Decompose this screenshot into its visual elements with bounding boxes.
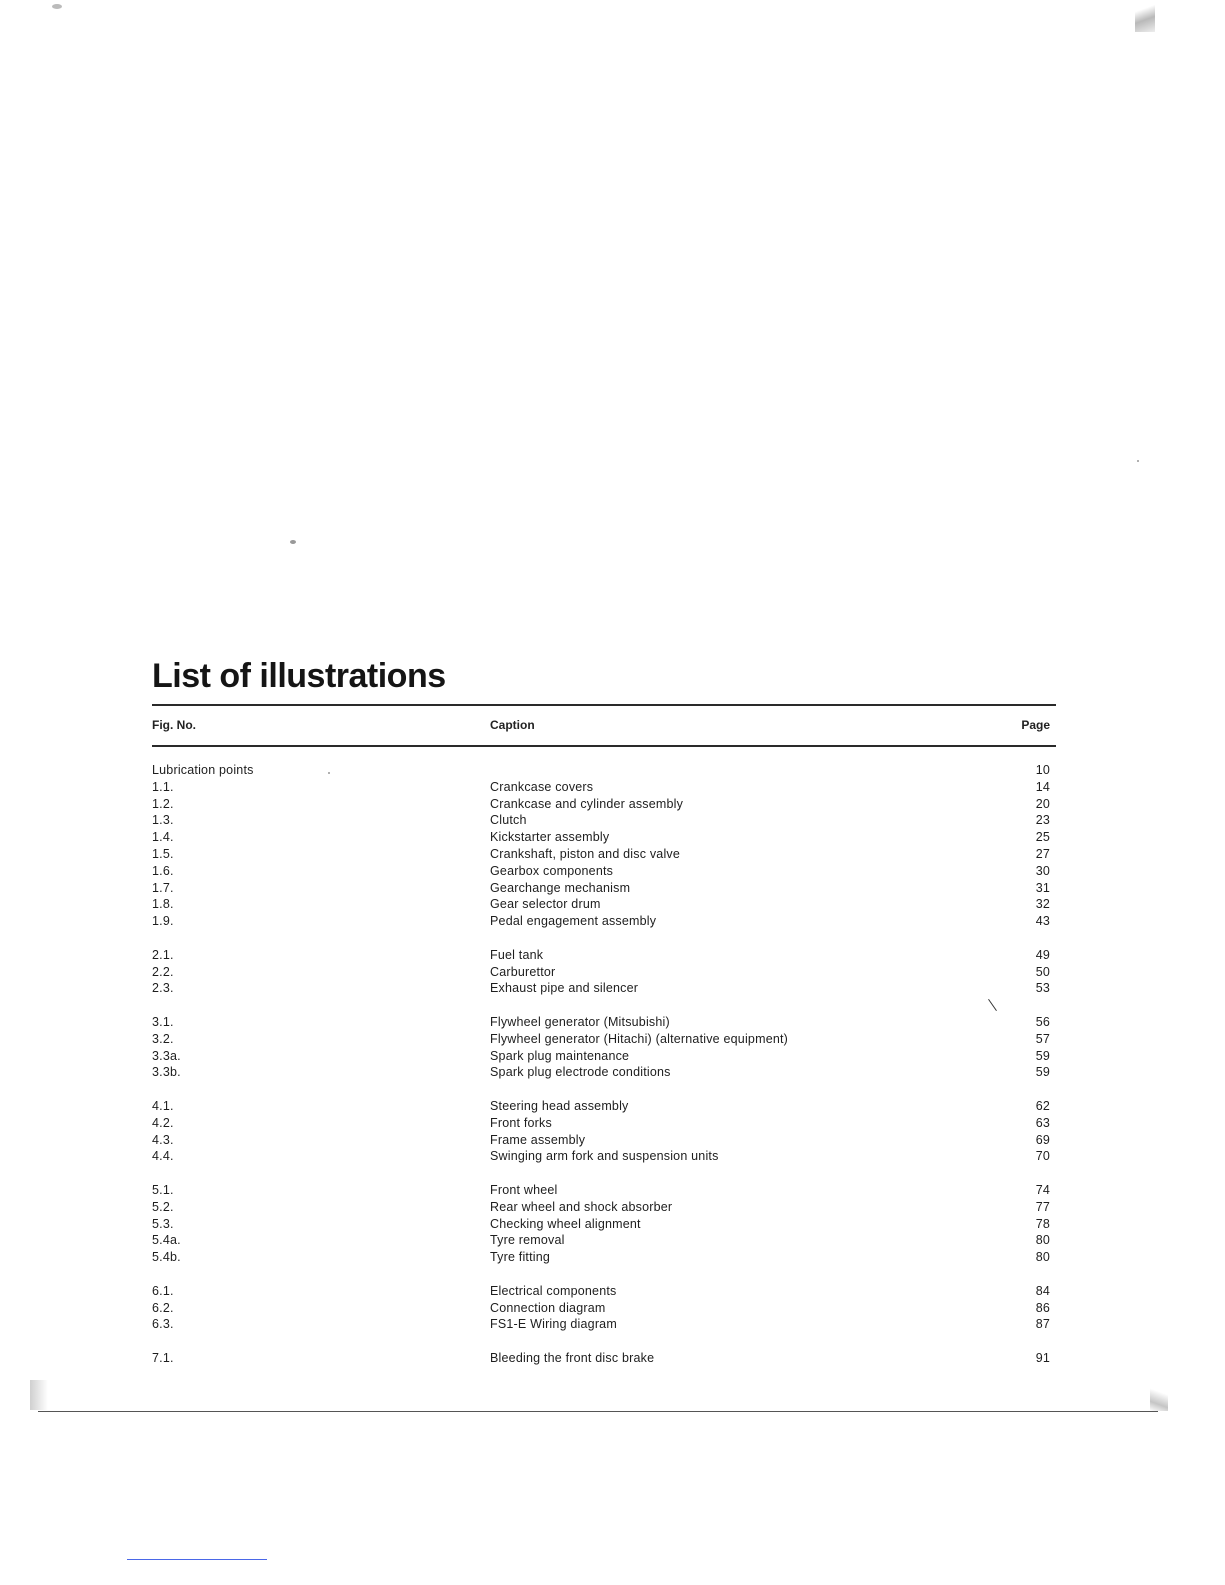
caption-text: Connection diagram (490, 1300, 606, 1315)
caption-text: Steering head assembly (490, 1098, 629, 1113)
fig-number: 1.4. (152, 830, 174, 845)
fig-number: 1.6. (152, 863, 174, 878)
page-number: 50 (1035, 964, 1050, 979)
page-number: 80 (1035, 1233, 1050, 1248)
table-row (152, 1300, 1052, 1317)
caption-text: Crankcase covers (490, 779, 594, 794)
caption-text: Bleeding the front disc brake (490, 1350, 655, 1365)
caption-text: Gear selector drum (490, 897, 601, 912)
table-row (152, 779, 1052, 796)
fig-number: 6.1. (152, 1283, 174, 1298)
page-corner-curl (1150, 1385, 1168, 1411)
caption-text: Tyre removal (490, 1233, 565, 1248)
caption-text: Carburettor (490, 964, 556, 979)
fig-number: 5.1. (152, 1182, 174, 1197)
caption-text: Flywheel generator (Mitsubishi) (490, 1014, 670, 1029)
table-row (152, 1350, 1052, 1367)
page-number: 62 (1035, 1098, 1050, 1113)
fig-number: 3.3b. (152, 1065, 181, 1080)
caption-text: Gearbox components (490, 863, 614, 878)
fig-number: 1.3. (152, 813, 174, 828)
scan-speck (290, 540, 296, 544)
fig-number: 1.9. (152, 914, 174, 929)
table-row (152, 1283, 1052, 1300)
fig-number: Lubrication points (152, 763, 254, 777)
fig-number: 5.4b. (152, 1250, 181, 1265)
fig-number: 7.1. (152, 1350, 174, 1365)
caption-text: Front forks (490, 1115, 552, 1130)
fig-number: 4.1. (152, 1098, 174, 1113)
caption-text: Crankcase and cylinder assembly (490, 796, 684, 811)
caption-text: Pedal engagement assembly (490, 914, 657, 929)
caption-text: Flywheel generator (Hitachi) (alternative equipment) (490, 1031, 789, 1046)
caption-text: Checking wheel alignment (490, 1216, 641, 1231)
page-corner-shadow (1135, 0, 1155, 32)
table-row (152, 1014, 1052, 1031)
caption-text: Rear wheel and shock absorber (490, 1199, 673, 1214)
page-number: 43 (1035, 914, 1050, 929)
fig-number: 3.3a. (152, 1048, 181, 1063)
table-row (152, 1132, 1052, 1149)
page-number: 84 (1035, 1283, 1050, 1298)
fig-number: 5.2. (152, 1199, 174, 1214)
page-number: 74 (1035, 1182, 1050, 1197)
page-number: 59 (1035, 1065, 1050, 1080)
scan-speck (1137, 460, 1139, 462)
fig-number: 6.3. (152, 1317, 174, 1332)
caption-text: Exhaust pipe and silencer (490, 981, 639, 996)
fig-number: 2.3. (152, 981, 174, 996)
column-header-fig-no: Fig. No. (152, 718, 196, 732)
fig-number: 4.2. (152, 1115, 174, 1130)
fig-number: 5.3. (152, 1216, 174, 1231)
table-row (152, 1098, 1052, 1115)
page-number: 57 (1035, 1031, 1050, 1046)
title-rule (152, 704, 1056, 706)
page-number: 30 (1035, 863, 1050, 878)
page-number: 87 (1035, 1317, 1050, 1332)
page-number: 14 (1035, 779, 1050, 794)
page-number: 25 (1035, 830, 1050, 845)
table-row (152, 964, 1052, 981)
page-number: 53 (1035, 981, 1050, 996)
table-row (152, 1316, 1052, 1333)
table-row (152, 863, 1052, 880)
fig-number: 2.1. (152, 947, 174, 962)
fig-number: 1.8. (152, 897, 174, 912)
table-row (152, 829, 1052, 846)
caption-text: Swinging arm fork and suspension units (490, 1149, 719, 1164)
page-bottom-edge (38, 1411, 1158, 1412)
table-row (152, 947, 1052, 964)
page-number: 63 (1035, 1115, 1050, 1130)
page-number: 10 (1035, 763, 1050, 777)
table-row (152, 980, 1052, 997)
header-rule (152, 745, 1056, 747)
fig-number: 4.3. (152, 1132, 174, 1147)
page-number: 91 (1035, 1350, 1050, 1365)
table-row (152, 796, 1052, 813)
caption-text: Spark plug electrode conditions (490, 1065, 671, 1080)
table-row (152, 880, 1052, 897)
table-row (152, 846, 1052, 863)
link-underline (127, 1559, 267, 1560)
page-number: 31 (1035, 880, 1050, 895)
fig-number: 1.7. (152, 880, 174, 895)
caption-text: Crankshaft, piston and disc valve (490, 846, 681, 861)
table-row (152, 1031, 1052, 1048)
table-row (152, 762, 1052, 779)
scan-speck (52, 4, 62, 9)
fig-number: 4.4. (152, 1149, 174, 1164)
page-number: 56 (1035, 1014, 1050, 1029)
page-number: 20 (1035, 796, 1050, 811)
caption-text: Tyre fitting (490, 1250, 551, 1265)
caption-text: Frame assembly (490, 1132, 586, 1147)
table-row (152, 812, 1052, 829)
page-number: 70 (1035, 1149, 1050, 1164)
caption-text: Front wheel (490, 1182, 558, 1197)
table-row (152, 1115, 1052, 1132)
page-title: List of illustrations (152, 657, 446, 695)
page-number: 86 (1035, 1300, 1050, 1315)
table-row (152, 1064, 1052, 1081)
table-row (152, 913, 1052, 930)
caption-text: Electrical components (490, 1283, 617, 1298)
page-number: 77 (1035, 1199, 1050, 1214)
table-row (152, 1182, 1052, 1199)
table-row (152, 896, 1052, 913)
fig-number: 3.1. (152, 1014, 174, 1029)
caption-text: Gearchange mechanism (490, 880, 631, 895)
table-row (152, 1232, 1052, 1249)
caption-text: Kickstarter assembly (490, 830, 610, 845)
fig-number: 5.4a. (152, 1233, 181, 1248)
table-row (152, 1216, 1052, 1233)
page-number: 78 (1035, 1216, 1050, 1231)
fig-number: 1.1. (152, 779, 174, 794)
column-header-page: Page (1021, 718, 1050, 732)
caption-text: Spark plug maintenance (490, 1048, 630, 1063)
fig-number: 6.2. (152, 1300, 174, 1315)
page-number: 49 (1035, 947, 1050, 962)
page-number: 32 (1035, 897, 1050, 912)
table-row (152, 1249, 1052, 1266)
table-row (152, 1048, 1052, 1065)
page-number: 80 (1035, 1250, 1050, 1265)
column-header-caption: Caption (490, 718, 535, 732)
table-row (152, 1199, 1052, 1216)
page-number: 59 (1035, 1048, 1050, 1063)
page-edge-shadow (30, 1380, 48, 1410)
page-number: 23 (1035, 813, 1050, 828)
fig-number: 1.5. (152, 846, 174, 861)
page-number: 69 (1035, 1132, 1050, 1147)
caption-text: FS1-E Wiring diagram (490, 1317, 617, 1332)
table-row (152, 1148, 1052, 1165)
fig-number: 1.2. (152, 796, 174, 811)
caption-text: Clutch (490, 813, 527, 828)
fig-number: 2.2. (152, 964, 174, 979)
illustrations-table (152, 762, 1052, 1367)
fig-number: 3.2. (152, 1031, 174, 1046)
page-number: 27 (1035, 846, 1050, 861)
caption-text: Fuel tank (490, 947, 544, 962)
